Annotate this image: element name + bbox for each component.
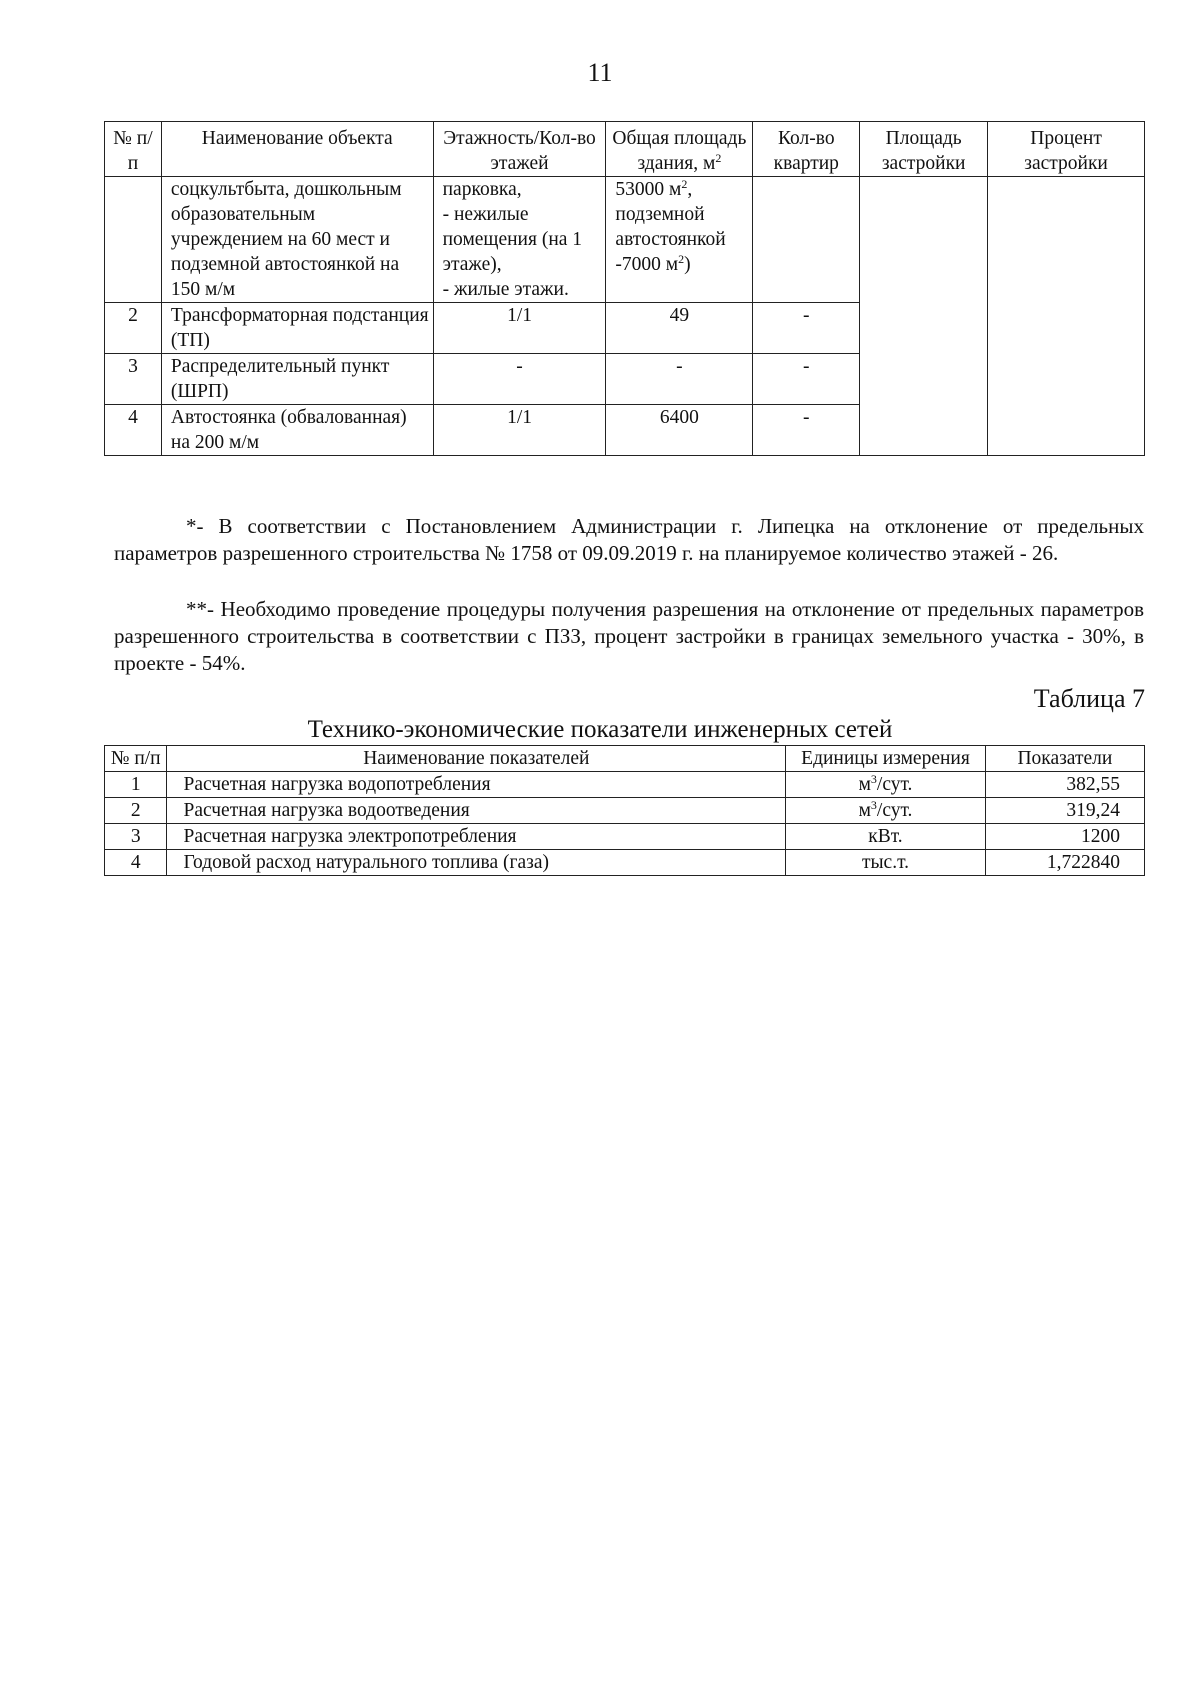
header-floors: Этажность/Кол-во этажей [433, 122, 606, 177]
header-apartments: Кол-во квартир [753, 122, 860, 177]
header-area-sup: 2 [715, 151, 722, 165]
unit-base: м [858, 800, 871, 821]
cell-value: 382,55 [985, 772, 1144, 798]
cell-num: 3 [105, 354, 162, 405]
footnote-building-percent-text: **- Необходимо проведение процедуры получения разрешения на отклонение от предельных параметров разрешенного строительства в соответствии с ПЗЗ, процент застройки в границах земельного участка - 30%, в проекте - 54%. [114, 597, 1144, 675]
unit-base: тыс.т. [861, 852, 910, 873]
table-row [105, 177, 1145, 303]
cell-num [105, 177, 162, 303]
cell-percent [988, 177, 1145, 456]
header-percent: Процент застройки [988, 122, 1145, 177]
cell-name: Трансформаторная подстанция (ТП) [161, 303, 433, 354]
table-row [105, 798, 1145, 824]
cell-apartments: - [753, 354, 860, 405]
cell-name: Расчетная нагрузка водоотведения [167, 798, 786, 824]
cell-apartments: - [753, 405, 860, 456]
cell-num: 4 [105, 850, 167, 876]
table-row [105, 850, 1145, 876]
cell-name: Распределительный пункт (ШРП) [161, 354, 433, 405]
floors-line: - жилые этажи. [442, 279, 569, 300]
table-row [105, 824, 1145, 850]
cell-apartments: - [753, 303, 860, 354]
cell-value: 319,24 [985, 798, 1144, 824]
header-num: № п/п [105, 746, 167, 772]
footnote-floors [114, 513, 1144, 567]
cell-unit [786, 798, 986, 824]
cell-value: 1200 [985, 824, 1144, 850]
cell-name: Автостоянка (обвалованная) на 200 м/м [161, 405, 433, 456]
objects-table-header-row [105, 122, 1145, 177]
cell-num: 3 [105, 824, 167, 850]
cell-area: - [606, 354, 753, 405]
header-name: Наименование объекта [161, 122, 433, 177]
cell-name: Годовой расход натурального топлива (газа) [167, 850, 786, 876]
floors-line: - нежилые помещения (на 1 этаже), [442, 204, 583, 275]
cell-area [606, 177, 753, 303]
table-title: Технико-экономические показатели инженерных сетей [307, 716, 893, 743]
page-number: 11 [587, 58, 613, 87]
unit-base: кВт. [868, 826, 903, 847]
cell-unit [786, 850, 986, 876]
table-row [105, 772, 1145, 798]
cell-area: 49 [606, 303, 753, 354]
header-built-area: Площадь застройки [860, 122, 988, 177]
cell-num: 2 [105, 798, 167, 824]
header-area-text: Общая площадь здания, м [612, 128, 747, 174]
cell-area: 6400 [606, 405, 753, 456]
area-text: ) [684, 254, 691, 275]
unit-tail: /сут. [876, 774, 913, 795]
unit-sup: 3 [870, 798, 877, 812]
area-sup: 2 [678, 252, 685, 266]
cell-num: 4 [105, 405, 162, 456]
floors-line: парковка, [442, 179, 522, 200]
header-value: Показатели [985, 746, 1144, 772]
cell-num: 2 [105, 303, 162, 354]
cell-floors: 1/1 [433, 405, 606, 456]
cell-name: Расчетная нагрузка водопотребления [167, 772, 786, 798]
header-num: № п/п [105, 122, 162, 177]
unit-sup: 3 [870, 772, 877, 786]
cell-unit [786, 824, 986, 850]
cell-num: 1 [105, 772, 167, 798]
cell-value: 1,722840 [985, 850, 1144, 876]
engineering-table-header-row [105, 746, 1145, 772]
cell-name: соцкультбыта, дошкольным образовательным учреждением на 60 мест и подземной автостоянкой на 150 м/м [161, 177, 433, 303]
objects-table [104, 121, 1145, 456]
unit-tail: /сут. [876, 800, 913, 821]
area-text: , подземной автостоянкой -7000 м [615, 179, 726, 275]
header-area [606, 122, 753, 177]
cell-floors [433, 177, 606, 303]
engineering-networks-table [104, 745, 1145, 876]
unit-base: м [858, 774, 871, 795]
footnote-floors-text: *- В соответствии с Постановлением Администрации г. Липецка на отклонение от предельных параметров разрешенного строительства № 1758 от 09.09.2019 г. на планируемое количество этажей - 26. [114, 514, 1144, 565]
cell-unit [786, 772, 986, 798]
footnote-building-percent [114, 596, 1144, 677]
cell-name: Расчетная нагрузка электропотребления [167, 824, 786, 850]
area-text: 53000 м [615, 179, 682, 200]
cell-floors: - [433, 354, 606, 405]
header-name: Наименование показателей [167, 746, 786, 772]
header-units: Единицы измерения [786, 746, 986, 772]
cell-built-area [860, 177, 988, 456]
cell-floors: 1/1 [433, 303, 606, 354]
table-label: Таблица 7 [1033, 684, 1145, 713]
cell-apartments [753, 177, 860, 303]
area-sup: 2 [681, 177, 688, 191]
